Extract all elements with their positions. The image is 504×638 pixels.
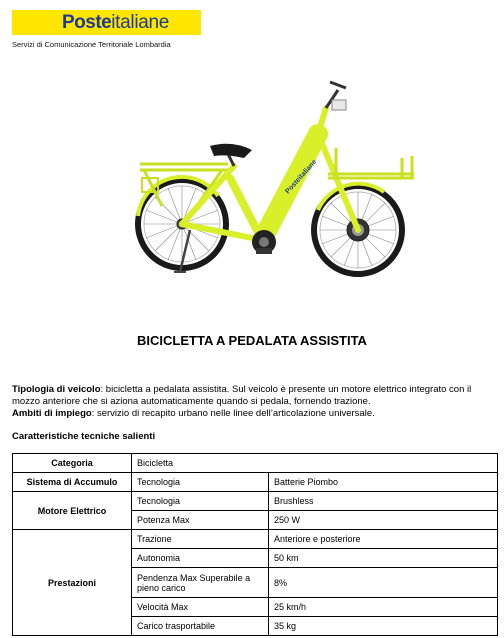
prestazioni-label: Prestazioni (13, 530, 132, 636)
accumulo-label: Sistema di Accumulo (13, 473, 132, 492)
logo-text-regular: italiane (111, 11, 170, 33)
table-row (13, 530, 498, 549)
spec-value: 25 km/h (269, 598, 498, 617)
front-rack (328, 148, 414, 178)
bicycle-image (122, 78, 418, 290)
saddle (210, 144, 252, 158)
accumulo-key: Tecnologia (132, 473, 269, 492)
page-title: BICICLETTA A PEDALATA ASSISTITA (137, 333, 367, 348)
spec-key: Tecnologia (132, 492, 269, 511)
tipologia-text: : bicicletta a pedalata assistita. Sul veicolo è presente un motore elettrico integrato con il mozzo anteriore che si aziona automaticamente quando si pedala, fornendo trazione. (12, 384, 472, 407)
description (12, 384, 498, 420)
spec-value: Brushless (269, 492, 498, 511)
motore-label: Motore Elettrico (13, 492, 132, 530)
table-row (13, 492, 498, 511)
spec-value: 250 W (269, 511, 498, 530)
specs-table (12, 453, 498, 636)
categoria-label: Categoria (13, 454, 132, 473)
ambiti-paragraph (12, 408, 498, 420)
spec-value: Anteriore e posteriore (269, 530, 498, 549)
ambiti-text: : servizio di recapito urbano nelle linee dell’articolazione universale. (91, 408, 375, 419)
tipologia-paragraph (12, 384, 498, 408)
ambiti-label: Ambiti di impiego (12, 408, 92, 419)
header-subtitle: Servizi di Comunicazione Territoriale Lombardia (12, 40, 171, 49)
posteitaliane-logo (12, 10, 201, 35)
spec-key: Carico trasportabile (132, 617, 269, 636)
table-row (13, 454, 498, 473)
spec-key: Pendenza Max Superabile a pieno carico (132, 568, 269, 598)
spec-key: Trazione (132, 530, 269, 549)
tipologia-label: Tipologia di veicolo (12, 384, 101, 395)
bike-frame-label: Posteitaliane (284, 158, 319, 196)
accumulo-value: Batterie Piombo (269, 473, 498, 492)
spec-value: 35 kg (269, 617, 498, 636)
spec-key: Velocità Max (132, 598, 269, 617)
categoria-value: Bicicletta (132, 454, 498, 473)
spec-key: Autonomia (132, 549, 269, 568)
table-row (13, 473, 498, 492)
spec-value: 50 km (269, 549, 498, 568)
spec-key: Potenza Max (132, 511, 269, 530)
section-title: Caratteristiche tecniche salienti (12, 431, 156, 442)
logo-text-bold: Poste (62, 11, 112, 33)
spec-value: 8% (269, 568, 498, 598)
